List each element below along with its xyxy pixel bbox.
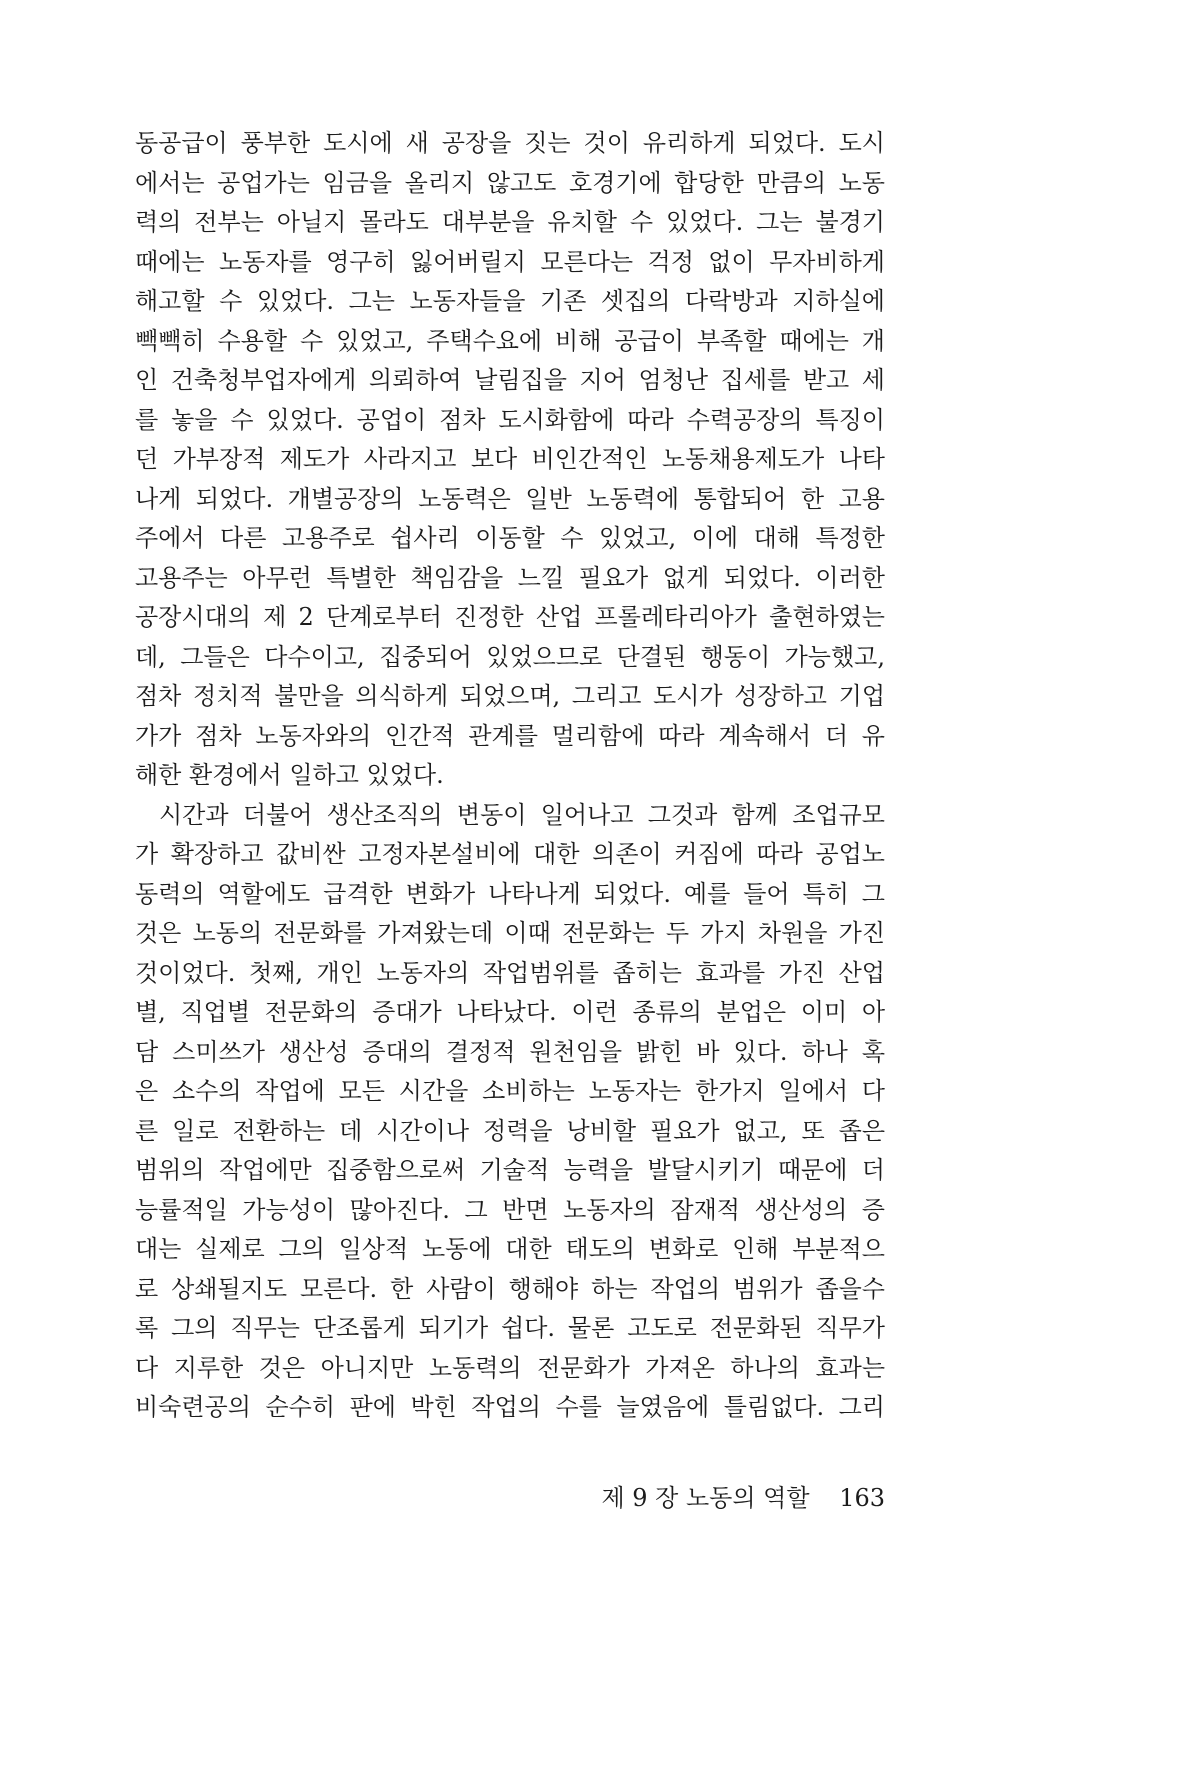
text-line: 빽빽히 수용할 수 있었고, 주택수요에 비해 공급이 부족할 때에는 개 xyxy=(135,326,885,355)
text-line: 나게 되었다. 개별공장의 노동력은 일반 노동력에 통합되어 한 고용 xyxy=(135,484,885,513)
text-line: 별, 직업별 전문화의 증대가 나타났다. 이런 종류의 분업은 이미 아 xyxy=(135,998,885,1026)
text-line: 때에는 노동자를 영구히 잃어버릴지 모른다는 걱정 없이 무자비하게 xyxy=(135,247,885,276)
text-line: 범위의 작업에만 집중함으로써 기술적 능력을 발달시키기 때문에 더 xyxy=(135,1156,885,1184)
paragraph-1 xyxy=(135,124,885,796)
text-line: 것은 노동의 전문화를 가져왔는데 이때 전문화는 두 가지 차원을 가진 xyxy=(135,919,885,947)
text-line: 능률적일 가능성이 많아진다. 그 반면 노동자의 잠재적 생산성의 증 xyxy=(135,1195,885,1224)
text-line: 비숙련공의 순수히 판에 박힌 작업의 수를 늘였음에 틀림없다. 그리 xyxy=(135,1393,885,1421)
text-line: 대는 실제로 그의 일상적 노동에 대한 태도의 변화로 인해 부분적으 xyxy=(135,1235,885,1263)
text-line: 가가 점차 노동자와의 인간적 관계를 멀리함에 따라 계속해서 더 유 xyxy=(135,721,885,750)
page-footer xyxy=(600,1478,885,1518)
text-line: 고용주는 아무런 특별한 책임감을 느낄 필요가 없게 되었다. 이러한 xyxy=(135,563,885,592)
text-line: 록 그의 직무는 단조롭게 되기가 쉽다. 물론 고도로 전문화된 직무가 xyxy=(135,1314,885,1342)
text-line: 시간과 더불어 생산조직의 변동이 일어나고 그것과 함께 조업규모 xyxy=(159,800,885,829)
text-line: 은 소수의 작업에 모든 시간을 소비하는 노동자는 한가지 일에서 다 xyxy=(135,1077,885,1105)
text-line: 해한 환경에서 일하고 있었다. xyxy=(135,761,444,789)
text-line: 동력의 역할에도 급격한 변화가 나타나게 되었다. 예를 들어 특히 그 xyxy=(135,879,885,908)
text-line: 담 스미쓰가 생산성 증대의 결정적 원천임을 밝힌 바 있다. 하나 혹 xyxy=(135,1037,885,1066)
text-line: 에서는 공업가는 임금을 올리지 않고도 호경기에 합당한 만큼의 노동 xyxy=(135,168,885,197)
text-line: 동공급이 풍부한 도시에 새 공장을 짓는 것이 유리하게 되었다. 도시 xyxy=(135,129,885,157)
page-number: 163 xyxy=(839,1484,885,1512)
text-line: 던 가부장적 제도가 사라지고 보다 비인간적인 노동채용제도가 나타 xyxy=(135,445,885,473)
text-line: 해고할 수 있었다. 그는 노동자들을 기존 셋집의 다락방과 지하실에 xyxy=(135,287,885,315)
text-line: 른 일로 전환하는 데 시간이나 정력을 낭비할 필요가 없고, 또 좁은 xyxy=(135,1116,885,1145)
text-line: 공장시대의 제 2 단계로부터 진정한 산업 프롤레타리아가 출현하였는 xyxy=(135,603,885,631)
chapter-title: 제 9 장 노동의 역할 xyxy=(601,1484,810,1512)
text-line: 것이었다. 첫째, 개인 노동자의 작업범위를 좁히는 효과를 가진 산업 xyxy=(135,958,885,987)
body-text xyxy=(135,124,885,1428)
text-line: 데, 그들은 다수이고, 집중되어 있었으므로 단결된 행동이 가능했고, xyxy=(135,642,885,671)
text-line: 다 지루한 것은 아니지만 노동력의 전문화가 가져온 하나의 효과는 xyxy=(135,1353,885,1382)
text-line: 주에서 다른 고용주로 쉽사리 이동할 수 있었고, 이에 대해 특정한 xyxy=(135,524,885,552)
text-line: 로 상쇄될지도 모른다. 한 사람이 행해야 하는 작업의 범위가 좁을수 xyxy=(135,1274,885,1303)
text-line: 점차 정치적 불만을 의식하게 되었으며, 그리고 도시가 성장하고 기업 xyxy=(135,682,885,710)
text-line: 력의 전부는 아닐지 몰라도 대부분을 유치할 수 있었다. 그는 불경기 xyxy=(135,208,885,236)
text-line: 인 건축청부업자에게 의뢰하여 날림집을 지어 엄청난 집세를 받고 세 xyxy=(135,366,885,394)
text-line: 가 확장하고 값비싼 고정자본설비에 대한 의존이 커짐에 따라 공업노 xyxy=(135,840,885,868)
paragraph-2 xyxy=(135,796,885,1428)
text-line: 를 놓을 수 있었다. 공업이 점차 도시화함에 따라 수력공장의 특징이 xyxy=(135,405,885,434)
